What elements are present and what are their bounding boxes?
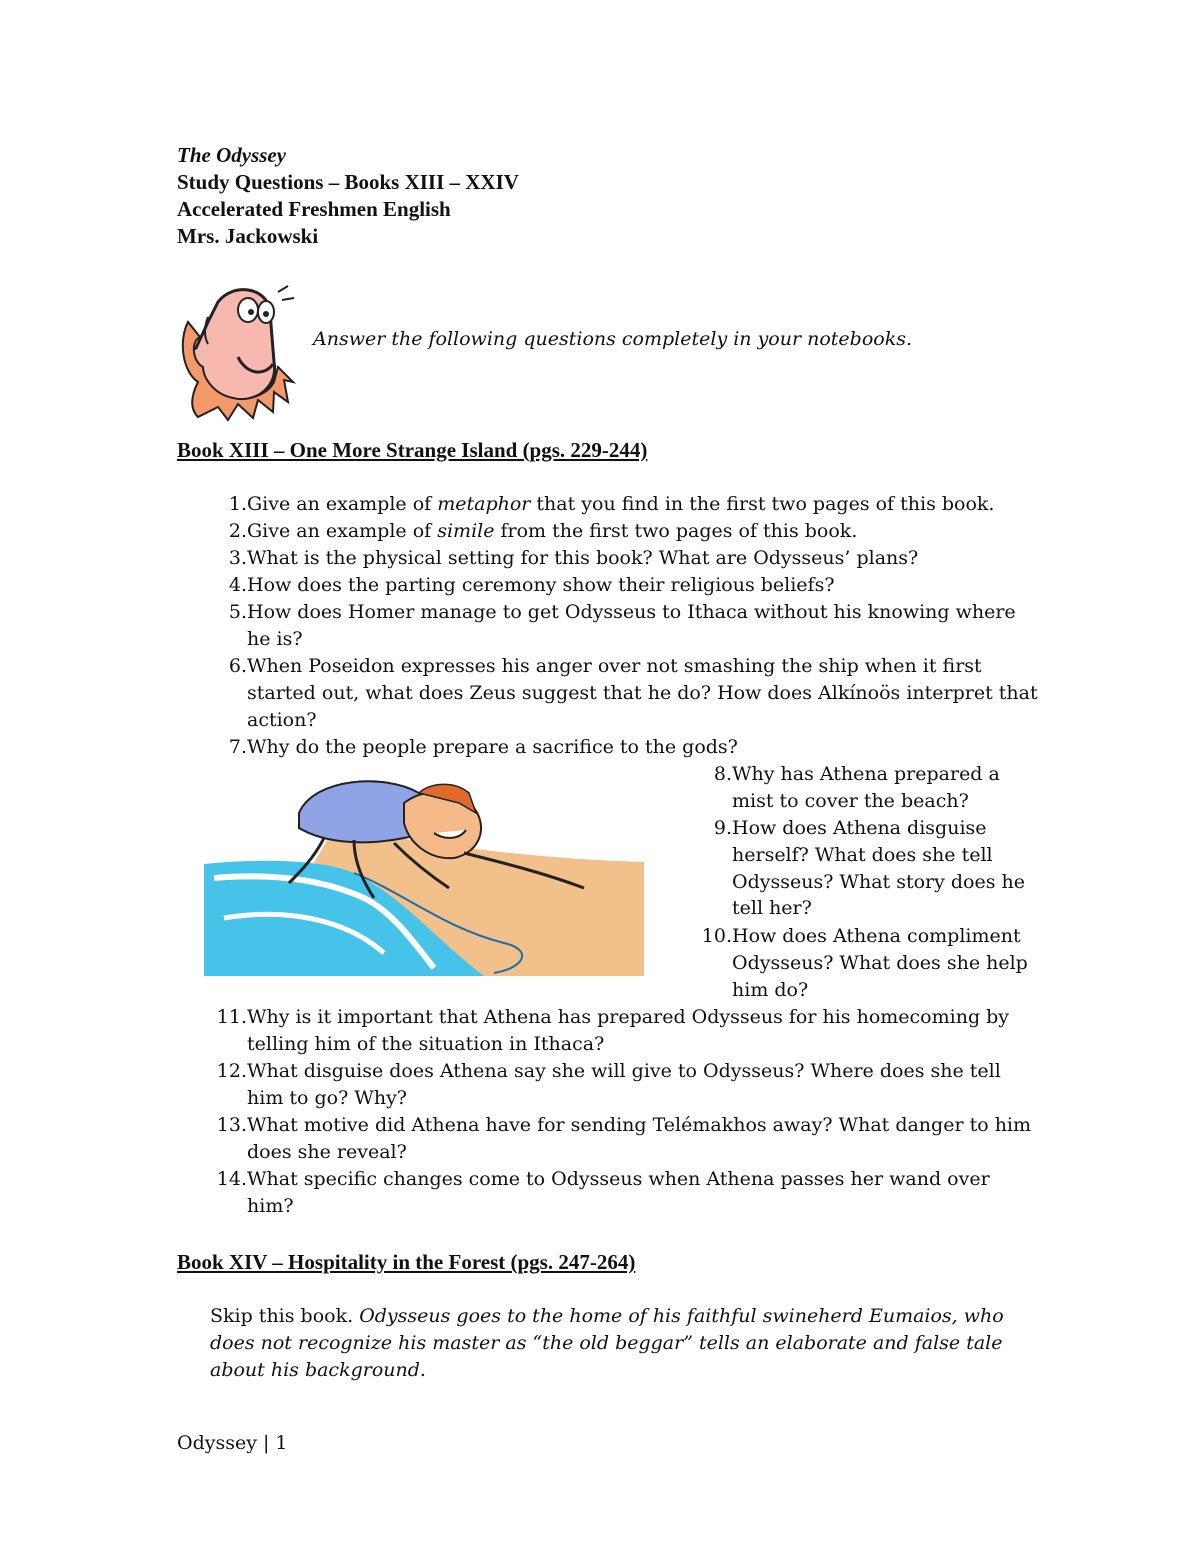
book14-heading: Book XIV – Hospitality in the Forest (pgs. 247-264) bbox=[177, 1250, 636, 1274]
book14-summary: Skip this book. Odysseus goes to the home of his faithful swineherd Eumaios, who does not recognize his master as “the old beggar” tells an elaborate and false tale about his background. bbox=[210, 1305, 1004, 1381]
instruction-text: Answer the following questions completely in your notebooks. bbox=[313, 328, 913, 350]
document-page: The Odyssey Study Questions – Books XIII – XXIV Accelerated Freshmen English Mrs. Jackowski Answer the following questions completely in your notebooks. Book XIII – One More Strange Island (pgs. 229-244) 1. Give an example of metaphor that you find in the first two pages of this book. 2. Give an example of simile from the first two pages of this book. 3. What is the physical setting for this book? What are Odysseus’ plans? 4. How does the parting ceremony show their religious beliefs? 5. How does Homer manage to get Odysseus to Ithaca without his knowing where he is? 6. When Poseidon expresses his anger over not smashing the ship when it first started out, what does Zeus suggest that he do? How does Alkínoös interpret that action? 7. Why do the people prepare a sacrifice to the gods? 8. Why has Athena prepared a mist to cover the beach? 9. How does Athena disguise herself? What does she tell Odysseus? What story does he tell her? 10. How does Athena compliment Odysseus? What does she help him do? 11. Why is it important that Athena has prepared Odysseus for his homecoming by telling him of the situation in Ithaca? 12. What disguise does Athena say she will give to Odysseus? Where does she tell him to go? Why? 13. What motive did Athena have for sending Telémakhos away? What danger to him does she reveal? 14. What specific changes come to Odysseus when Athena passes her wand over him? Book XIV – Hospitality in the Forest (pgs. 247-264) Skip this book. Odysseus goes to the home of his faithful swineherd Eumaios, who does not recognize his master as “the old beggar” tells an elaborate and false tale about his background. Odyssey | 1 bbox=[177, 143, 1038, 1454]
book13-heading: Book XIII – One More Strange Island (pgs. 229-244) bbox=[177, 438, 648, 462]
course-name: Accelerated Freshmen English bbox=[177, 197, 451, 221]
document-header bbox=[177, 142, 519, 250]
cartoon-head-icon bbox=[178, 282, 296, 422]
document-subtitle: Study Questions – Books XIII – XXIV bbox=[177, 170, 519, 194]
odysseus-beach-icon bbox=[204, 768, 644, 976]
page-footer: Odyssey | 1 bbox=[177, 1432, 288, 1454]
teacher-name: Mrs. Jackowski bbox=[177, 224, 319, 248]
document-title: The Odyssey bbox=[177, 143, 287, 167]
